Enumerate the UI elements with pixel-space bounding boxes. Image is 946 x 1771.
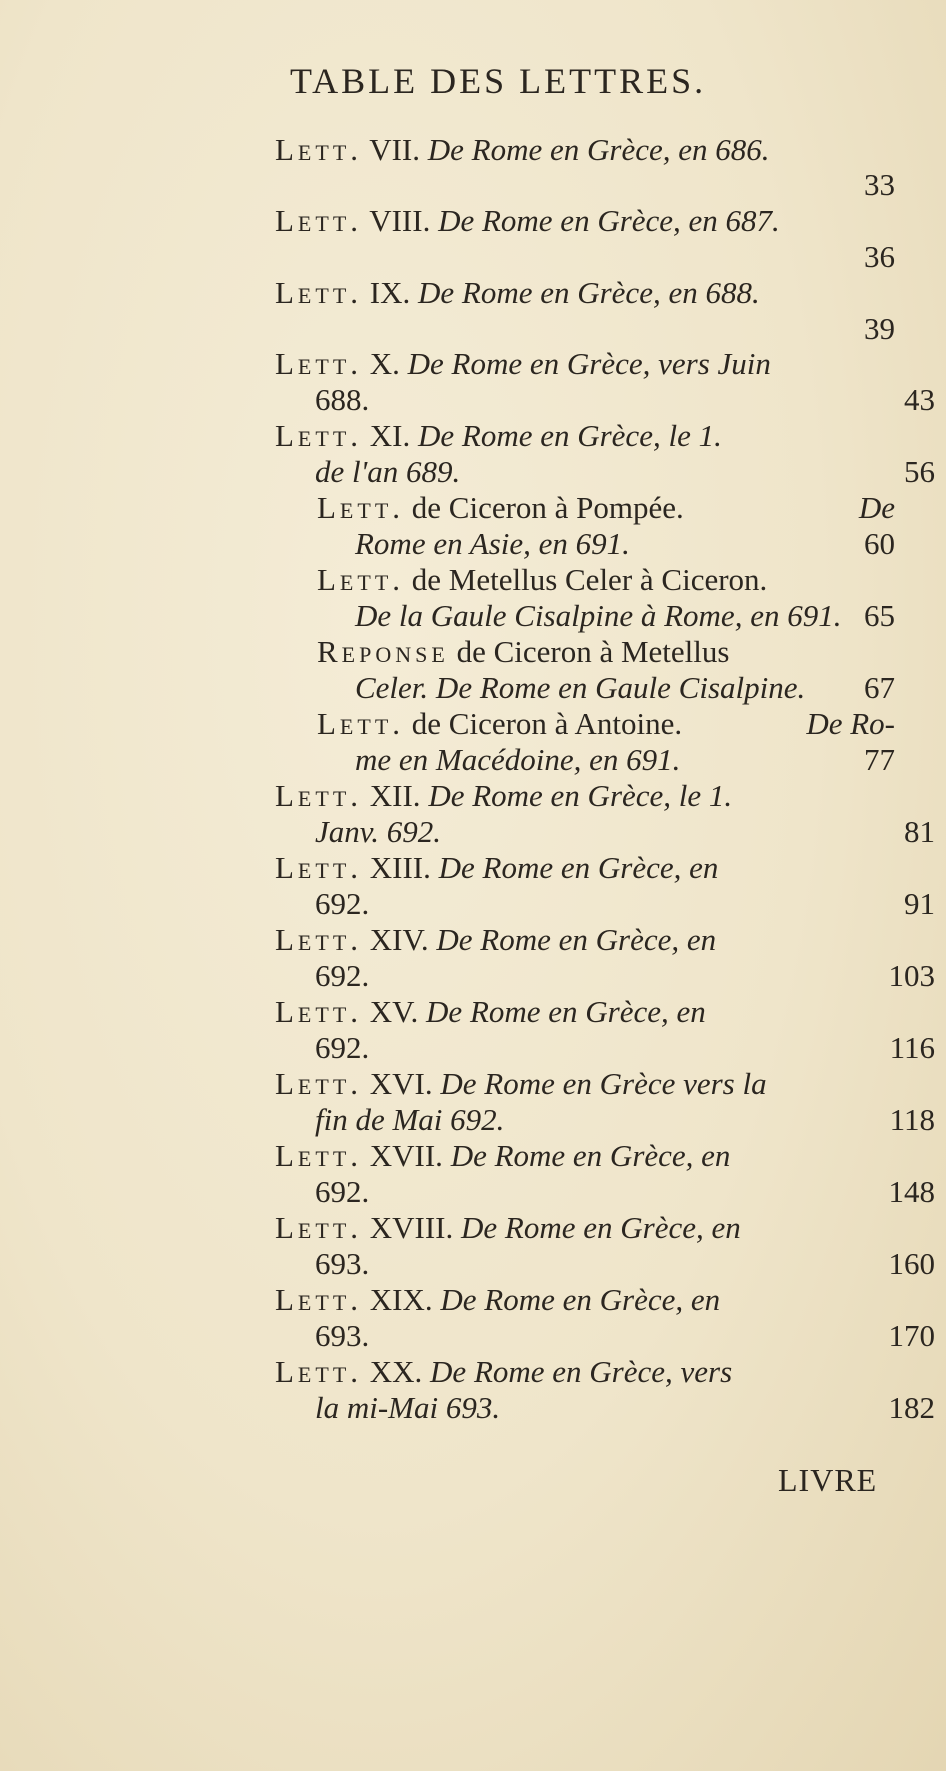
page-number: 67 <box>864 670 895 705</box>
toc-entry: Lett. de Ciceron à Pompée. De <box>317 490 895 525</box>
page-number: 33 <box>864 167 895 202</box>
toc-entry: Reponse de Ciceron à Metellus <box>317 634 730 669</box>
toc-entry: Lett. XIII. De Rome en Grèce, en <box>275 850 719 885</box>
toc-entry: Lett. VII. De Rome en Grèce, en 686. <box>275 132 770 167</box>
toc-entry-continuation: 688. 43 <box>315 382 935 417</box>
page-number: 118 <box>889 1102 935 1137</box>
toc-entry: Lett. XV. De Rome en Grèce, en <box>275 994 706 1029</box>
page-number: 60 <box>864 526 895 561</box>
page-number: 160 <box>888 1246 935 1281</box>
page-number: 81 <box>904 814 935 849</box>
toc-entry: Lett. XIV. De Rome en Grèce, en <box>275 922 717 957</box>
toc-entry-continuation: de l'an 689. 56 <box>315 454 935 489</box>
toc-entry-continuation: 692. 103 <box>315 958 935 993</box>
toc-entry: Lett. XX. De Rome en Grèce, vers <box>275 1354 733 1389</box>
page-number: 182 <box>888 1390 935 1425</box>
page-number: 43 <box>904 382 935 417</box>
toc-entry-continuation: Janv. 692. 81 <box>315 814 935 849</box>
page-number: 77 <box>864 742 895 777</box>
page-header: TABLE DES LETTRES. <box>290 61 707 101</box>
toc-entry: Lett. XII. De Rome en Grèce, le 1. <box>275 778 733 813</box>
toc-entry-continuation: fin de Mai 692. 118 <box>315 1102 935 1137</box>
page-number: 103 <box>888 958 935 993</box>
page-number: 170 <box>888 1318 935 1353</box>
toc-entry-continuation: Celer. De Rome en Gaule Cisalpine. 67 <box>355 670 895 705</box>
page-number: 116 <box>889 1030 935 1065</box>
toc-entry: Lett. de Ciceron à Antoine. De Ro- <box>317 706 895 741</box>
toc-entry: Lett. X. De Rome en Grèce, vers Juin <box>275 346 771 381</box>
toc-entry: Lett. XI. De Rome en Grèce, le 1. <box>275 418 722 453</box>
toc-entry: Lett. XVI. De Rome en Grèce vers la <box>275 1066 767 1101</box>
toc-entry-continuation: 693. 160 <box>315 1246 935 1281</box>
page-number: 65 <box>864 598 895 633</box>
catchword: LIVRE <box>778 1462 878 1498</box>
toc-entry-continuation: 692. 91 <box>315 886 935 921</box>
toc-entry: Lett. XIX. De Rome en Grèce, en <box>275 1282 721 1317</box>
toc-entry-continuation: 692. 148 <box>315 1174 935 1209</box>
page-number: 39 <box>864 311 895 346</box>
page-number: 36 <box>864 239 895 274</box>
toc-entry: Lett. XVIII. De Rome en Grèce, en <box>275 1210 741 1245</box>
toc-entry-continuation: De la Gaule Cisalpine à Rome, en 691. 65 <box>355 598 895 633</box>
toc-entry-continuation: Rome en Asie, en 691. 60 <box>355 526 895 561</box>
toc-entry-continuation: la mi-Mai 693. 182 <box>315 1390 935 1425</box>
toc-entry: Lett. VIII. De Rome en Grèce, en 687. <box>275 203 780 238</box>
toc-entry: Lett. de Metellus Celer à Ciceron. <box>317 562 768 597</box>
toc-entry: Lett. XVII. De Rome en Grèce, en <box>275 1138 731 1173</box>
toc-entry-continuation: 692. 116 <box>315 1030 935 1065</box>
toc-entry-continuation: 693. 170 <box>315 1318 935 1353</box>
page-number: 91 <box>904 886 935 921</box>
page-number: 148 <box>888 1174 935 1209</box>
toc-entry: Lett. IX. De Rome en Grèce, en 688. <box>275 275 760 310</box>
toc-entry-continuation: me en Macédoine, en 691. 77 <box>355 742 895 777</box>
page-number: 56 <box>904 454 935 489</box>
